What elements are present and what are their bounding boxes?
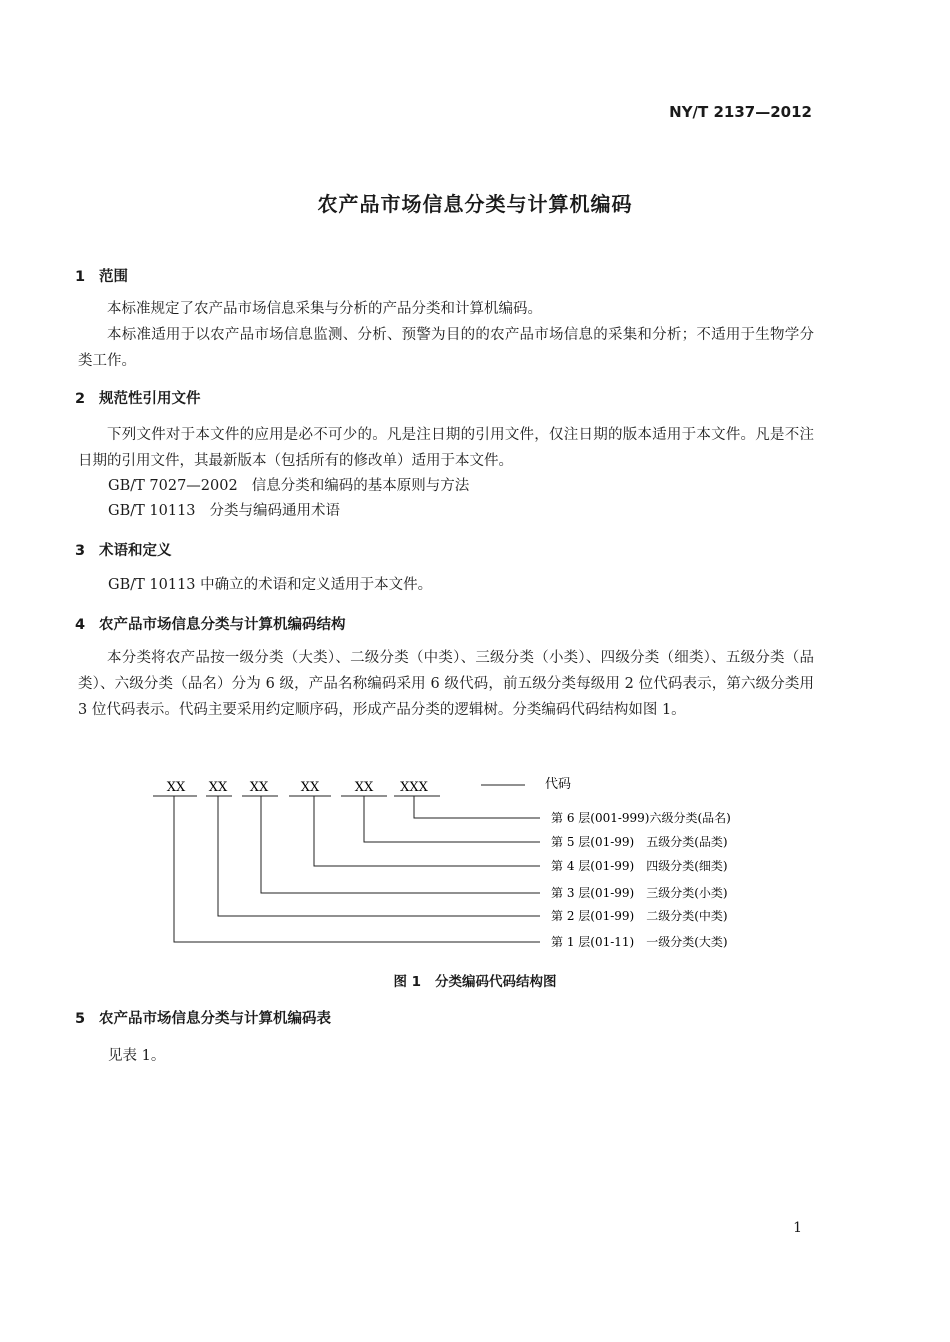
paragraph: GB/T 10113 中确立的术语和定义适用于本文件。 [108, 577, 433, 593]
code-segment-5: XX [354, 780, 374, 795]
figure-number: 图 1 [393, 974, 422, 990]
paragraph: 本分类将农产品按一级分类（大类）、二级分类（中类）、三级分类（小类）、四级分类（细类）、五级分类（品类）、六级分类（品名）分为 6 级，产品名称编码采用 6 级代码，前五级分类每级用 2 位代码表示，第六级分类用 3 位代码表示。代码主要采用约定顺序码，形成产品分类的逻辑树。分类编码代码结构如图 1。 [78, 650, 814, 718]
section-3-heading [75, 539, 172, 560]
code-label: 代码 [545, 777, 572, 792]
section-4-heading [75, 613, 346, 634]
section-5-heading [75, 1007, 331, 1028]
level-3-label: 第 3 层(01-99) 三级分类(小类) [551, 886, 728, 900]
code-segment-3: XX [249, 780, 269, 795]
figure-caption [0, 970, 950, 990]
section-title: 术语和定义 [99, 543, 172, 559]
section-number: 5 [75, 1011, 86, 1027]
code-segment-1: XX [166, 780, 186, 795]
code-segments [167, 780, 429, 795]
standard-number: NY/T 2137—2012 [669, 103, 812, 121]
paragraph: 本标准适用于以农产品市场信息监测、分析、预警为目的的农产品市场信息的采集和分析；不适用于生物学分类工作。 [78, 327, 814, 369]
section-title: 农产品市场信息分类与计算机编码表 [99, 1011, 331, 1027]
section-number: 3 [75, 543, 86, 559]
paragraph: 见表 1。 [108, 1048, 166, 1064]
reference-title: 信息分类和编码的基本原则与方法 [251, 478, 470, 494]
reference-item [108, 474, 469, 495]
section-4-body [78, 645, 814, 723]
reference-code: GB/T 7027—2002 [108, 478, 238, 494]
paragraph: 本标准规定了农产品市场信息采集与分析的产品分类和计算机编码。 [107, 301, 542, 317]
paragraph: 下列文件对于本文件的应用是必不可少的。凡是注日期的引用文件，仅注日期的版本适用于本文件。凡是不注日期的引用文件，其最新版本（包括所有的修改单）适用于本文件。 [78, 427, 814, 469]
code-segment-6: XXX [400, 780, 428, 795]
figure-title: 分类编码代码结构图 [435, 974, 557, 990]
section-1-heading [75, 265, 128, 286]
level-labels [551, 810, 731, 949]
section-number: 4 [75, 617, 86, 633]
reference-title: 分类与编码通用术语 [209, 503, 341, 519]
section-2-body [78, 422, 814, 474]
reference-item [108, 499, 340, 520]
section-number: 2 [75, 391, 86, 407]
level-4-label: 第 4 层(01-99) 四级分类(细类) [551, 859, 728, 873]
reference-code: GB/T 10113 [108, 503, 196, 519]
section-2-heading [75, 387, 201, 408]
level-2-label: 第 2 层(01-99) 二级分类(中类) [551, 909, 728, 923]
section-1-body [78, 296, 814, 374]
code-segment-4: XX [300, 780, 320, 795]
level-6-label: 第 6 层(001-999)六级分类(品名) [551, 811, 731, 825]
level-connectors [174, 796, 540, 942]
section-number: 1 [75, 269, 86, 285]
page-number: 1 [793, 1220, 802, 1236]
code-structure-diagram [0, 760, 950, 960]
level-1-label: 第 1 层(01-11) 一级分类(大类) [551, 935, 728, 949]
code-segment-2: XX [208, 780, 228, 795]
section-title: 农产品市场信息分类与计算机编码结构 [99, 617, 346, 633]
section-title: 规范性引用文件 [99, 391, 201, 407]
document-title: 农产品市场信息分类与计算机编码 [317, 192, 633, 216]
level-5-label: 第 5 层(01-99) 五级分类(品类) [551, 835, 728, 849]
section-title: 范围 [99, 269, 128, 285]
